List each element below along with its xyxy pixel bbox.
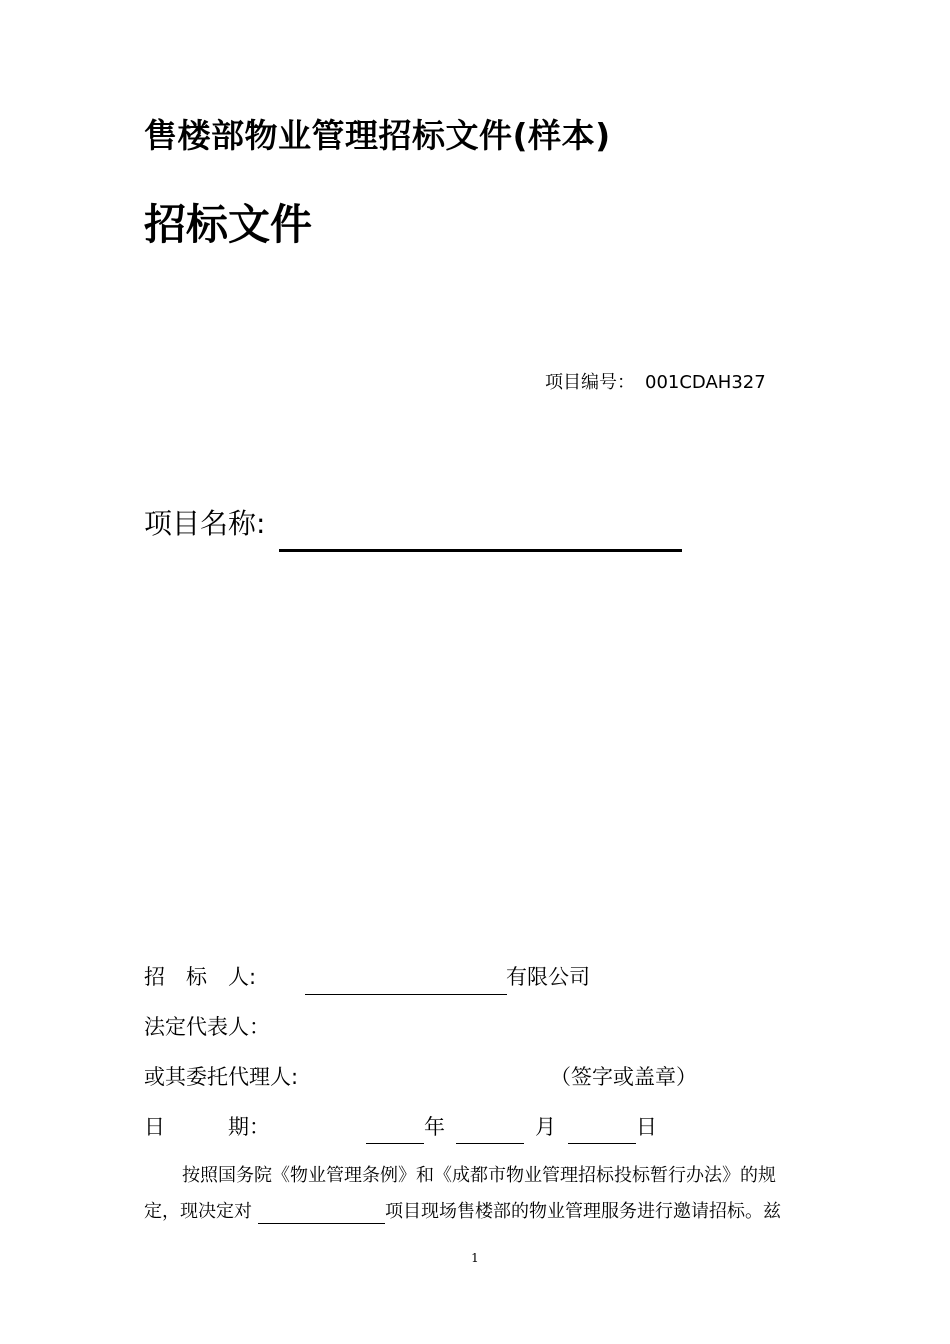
signature-note: （签字或盖章）	[550, 1065, 697, 1089]
page-number: 1	[471, 1251, 479, 1265]
project-number-value: 001CDAH327	[645, 372, 766, 393]
document-title: 售楼部物业管理招标文件(样本)	[144, 116, 611, 155]
project-number	[545, 368, 766, 394]
year-blank	[366, 1143, 424, 1144]
day-label: 日	[636, 1115, 657, 1139]
project-blank	[258, 1223, 385, 1224]
month-blank	[456, 1143, 524, 1144]
date-label: 日 期：	[144, 1115, 270, 1139]
tenderer-label: 招 标 人:	[144, 965, 257, 989]
body-line-1: 按照国务院《物业管理条例》和《成都市物业管理招标投标暂行办法》的规	[182, 1165, 776, 1186]
project-name-label: 项目名称:	[144, 507, 266, 540]
body-line-2-prefix: 定，现决定对	[144, 1201, 252, 1222]
tenderer-suffix: 有限公司	[506, 965, 590, 989]
year-label: 年	[424, 1115, 445, 1139]
project-number-label: 项目编号：	[545, 372, 635, 393]
day-blank	[568, 1143, 636, 1144]
project-name-blank	[279, 549, 682, 552]
agent-label: 或其委托代理人:	[144, 1065, 299, 1089]
legal-rep-label: 法定代表人：	[144, 1015, 270, 1039]
document-subtitle: 招标文件	[144, 200, 313, 249]
body-line-2-suffix: 项目现场售楼部的物业管理服务进行邀请招标。兹	[385, 1201, 781, 1222]
month-label: 月	[535, 1115, 556, 1139]
tenderer-blank	[305, 994, 507, 995]
